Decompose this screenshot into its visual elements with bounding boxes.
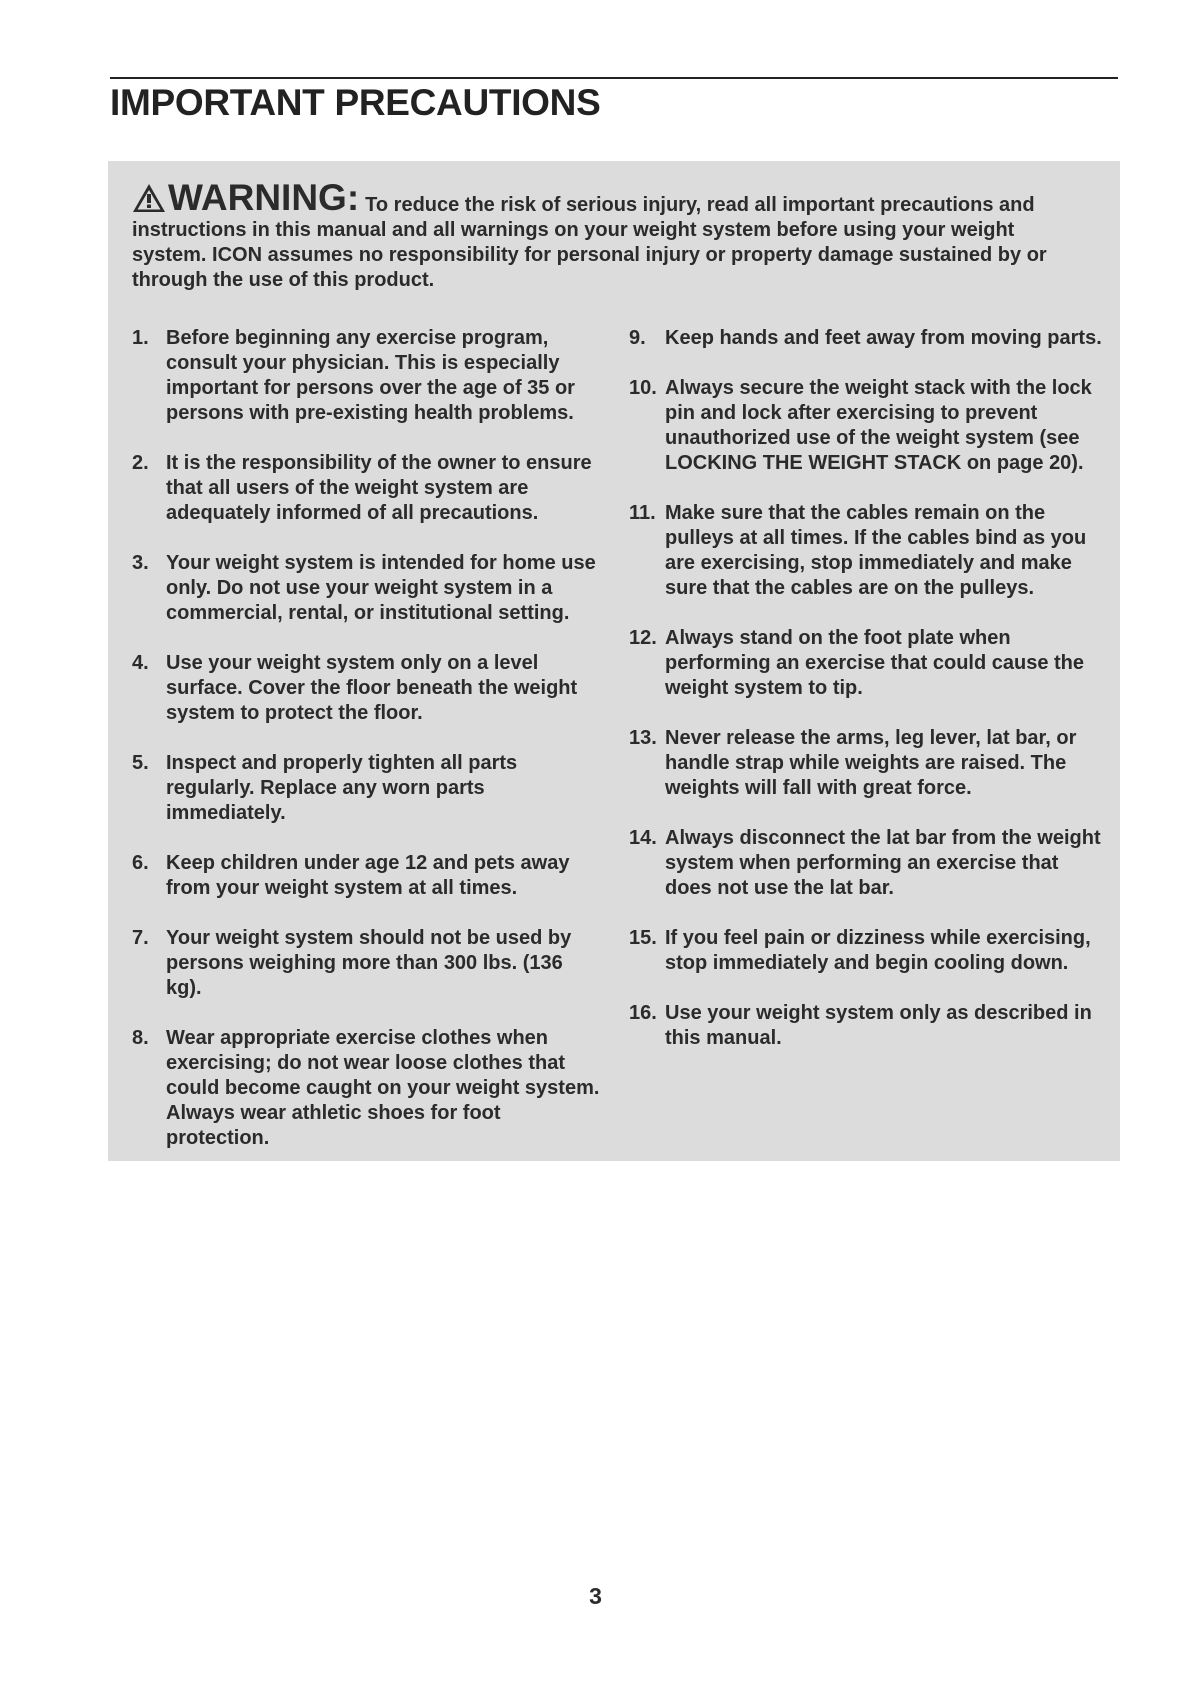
item-text: Keep hands and feet away from moving parts. <box>665 327 1102 349</box>
warning-body: To reduce the risk of serious injury, read all important precautions and instructions in this manual and all warnings on your weight system before using your weight system. ICON assumes no responsibility for personal injury or property damage sustained by or through the use of this product. <box>132 194 1047 291</box>
item-number: 6. <box>132 852 149 874</box>
list-item <box>629 501 1109 601</box>
list-item <box>132 551 602 626</box>
warning-heading <box>132 179 359 216</box>
list-item <box>132 1026 602 1151</box>
item-number: 14. <box>629 827 657 849</box>
list-item <box>629 826 1109 901</box>
list-item <box>629 326 1109 351</box>
item-number: 12. <box>629 627 657 649</box>
list-item <box>132 651 602 726</box>
item-text: Keep children under age 12 and pets away from your weight system at all times. <box>166 852 570 899</box>
item-text: If you feel pain or dizziness while exercising, stop immediately and begin cooling down. <box>665 927 1091 974</box>
item-number: 4. <box>132 652 149 674</box>
item-text: Always disconnect the lat bar from the weight system when performing an exercise that does not use the lat bar. <box>665 827 1101 899</box>
item-text: Always secure the weight stack with the lock pin and lock after exercising to prevent unauthorized use of the weight system (see LOCKING THE WEIGHT STACK on page 20). <box>665 377 1092 474</box>
page-number: 3 <box>589 1583 602 1609</box>
item-text: Make sure that the cables remain on the pulleys at all times. If the cables bind as you are exercising, stop immediately and make sure that the cables are on the pulleys. <box>665 502 1087 599</box>
precaution-list-right <box>629 326 1109 1076</box>
warning-triangle-icon <box>132 183 166 213</box>
item-number: 16. <box>629 1002 657 1024</box>
item-text: Never release the arms, leg lever, lat bar, or handle strap while weights are raised. The weights will fall with great force. <box>665 727 1077 799</box>
page-title: IMPORTANT PRECAUTIONS <box>110 82 601 123</box>
list-item <box>132 326 602 426</box>
item-text: Use your weight system only on a level surface. Cover the floor beneath the weight system to protect the floor. <box>166 652 578 724</box>
item-number: 15. <box>629 927 657 949</box>
list-item <box>629 926 1109 976</box>
list-item <box>132 926 602 1001</box>
warning-paragraph <box>132 179 1092 293</box>
list-item <box>629 376 1109 476</box>
list-item <box>132 751 602 826</box>
item-number: 11. <box>629 502 656 524</box>
item-text: It is the responsibility of the owner to ensure that all users of the weight system are adequately informed of all precautions. <box>166 452 592 524</box>
item-number: 5. <box>132 752 149 774</box>
list-item <box>132 451 602 526</box>
item-text: Before beginning any exercise program, consult your physician. This is especially important for persons over the age of 35 or persons with pre-existing health problems. <box>166 327 575 424</box>
item-text: Use your weight system only as described in this manual. <box>665 1002 1092 1049</box>
list-item <box>132 851 602 901</box>
item-text: Your weight system should not be used by persons weighing more than 300 lbs. (136 kg). <box>166 927 572 999</box>
title-rule <box>110 77 1118 79</box>
warning-label: WARNING: <box>168 177 360 218</box>
item-text: Always stand on the foot plate when performing an exercise that could cause the weight system to tip. <box>665 627 1085 699</box>
item-number: 8. <box>132 1027 149 1049</box>
list-item <box>629 726 1109 801</box>
item-number: 7. <box>132 927 149 949</box>
item-number: 9. <box>629 327 646 349</box>
list-item <box>629 626 1109 701</box>
item-number: 10. <box>629 377 657 399</box>
item-number: 1. <box>132 327 149 349</box>
item-text: Inspect and properly tighten all parts regularly. Replace any worn parts immediately. <box>166 752 518 824</box>
item-number: 2. <box>132 452 149 474</box>
warning-box <box>108 161 1120 1161</box>
item-text: Wear appropriate exercise clothes when exercising; do not wear loose clothes that could become caught on your weight system. Always wear athletic shoes for foot protection. <box>166 1027 600 1149</box>
list-item <box>629 1001 1109 1051</box>
item-text: Your weight system is intended for home use only. Do not use your weight system in a commercial, rental, or institutional setting. <box>166 552 596 624</box>
item-number: 3. <box>132 552 149 574</box>
item-number: 13. <box>629 727 657 749</box>
precaution-list-left <box>132 326 602 1176</box>
